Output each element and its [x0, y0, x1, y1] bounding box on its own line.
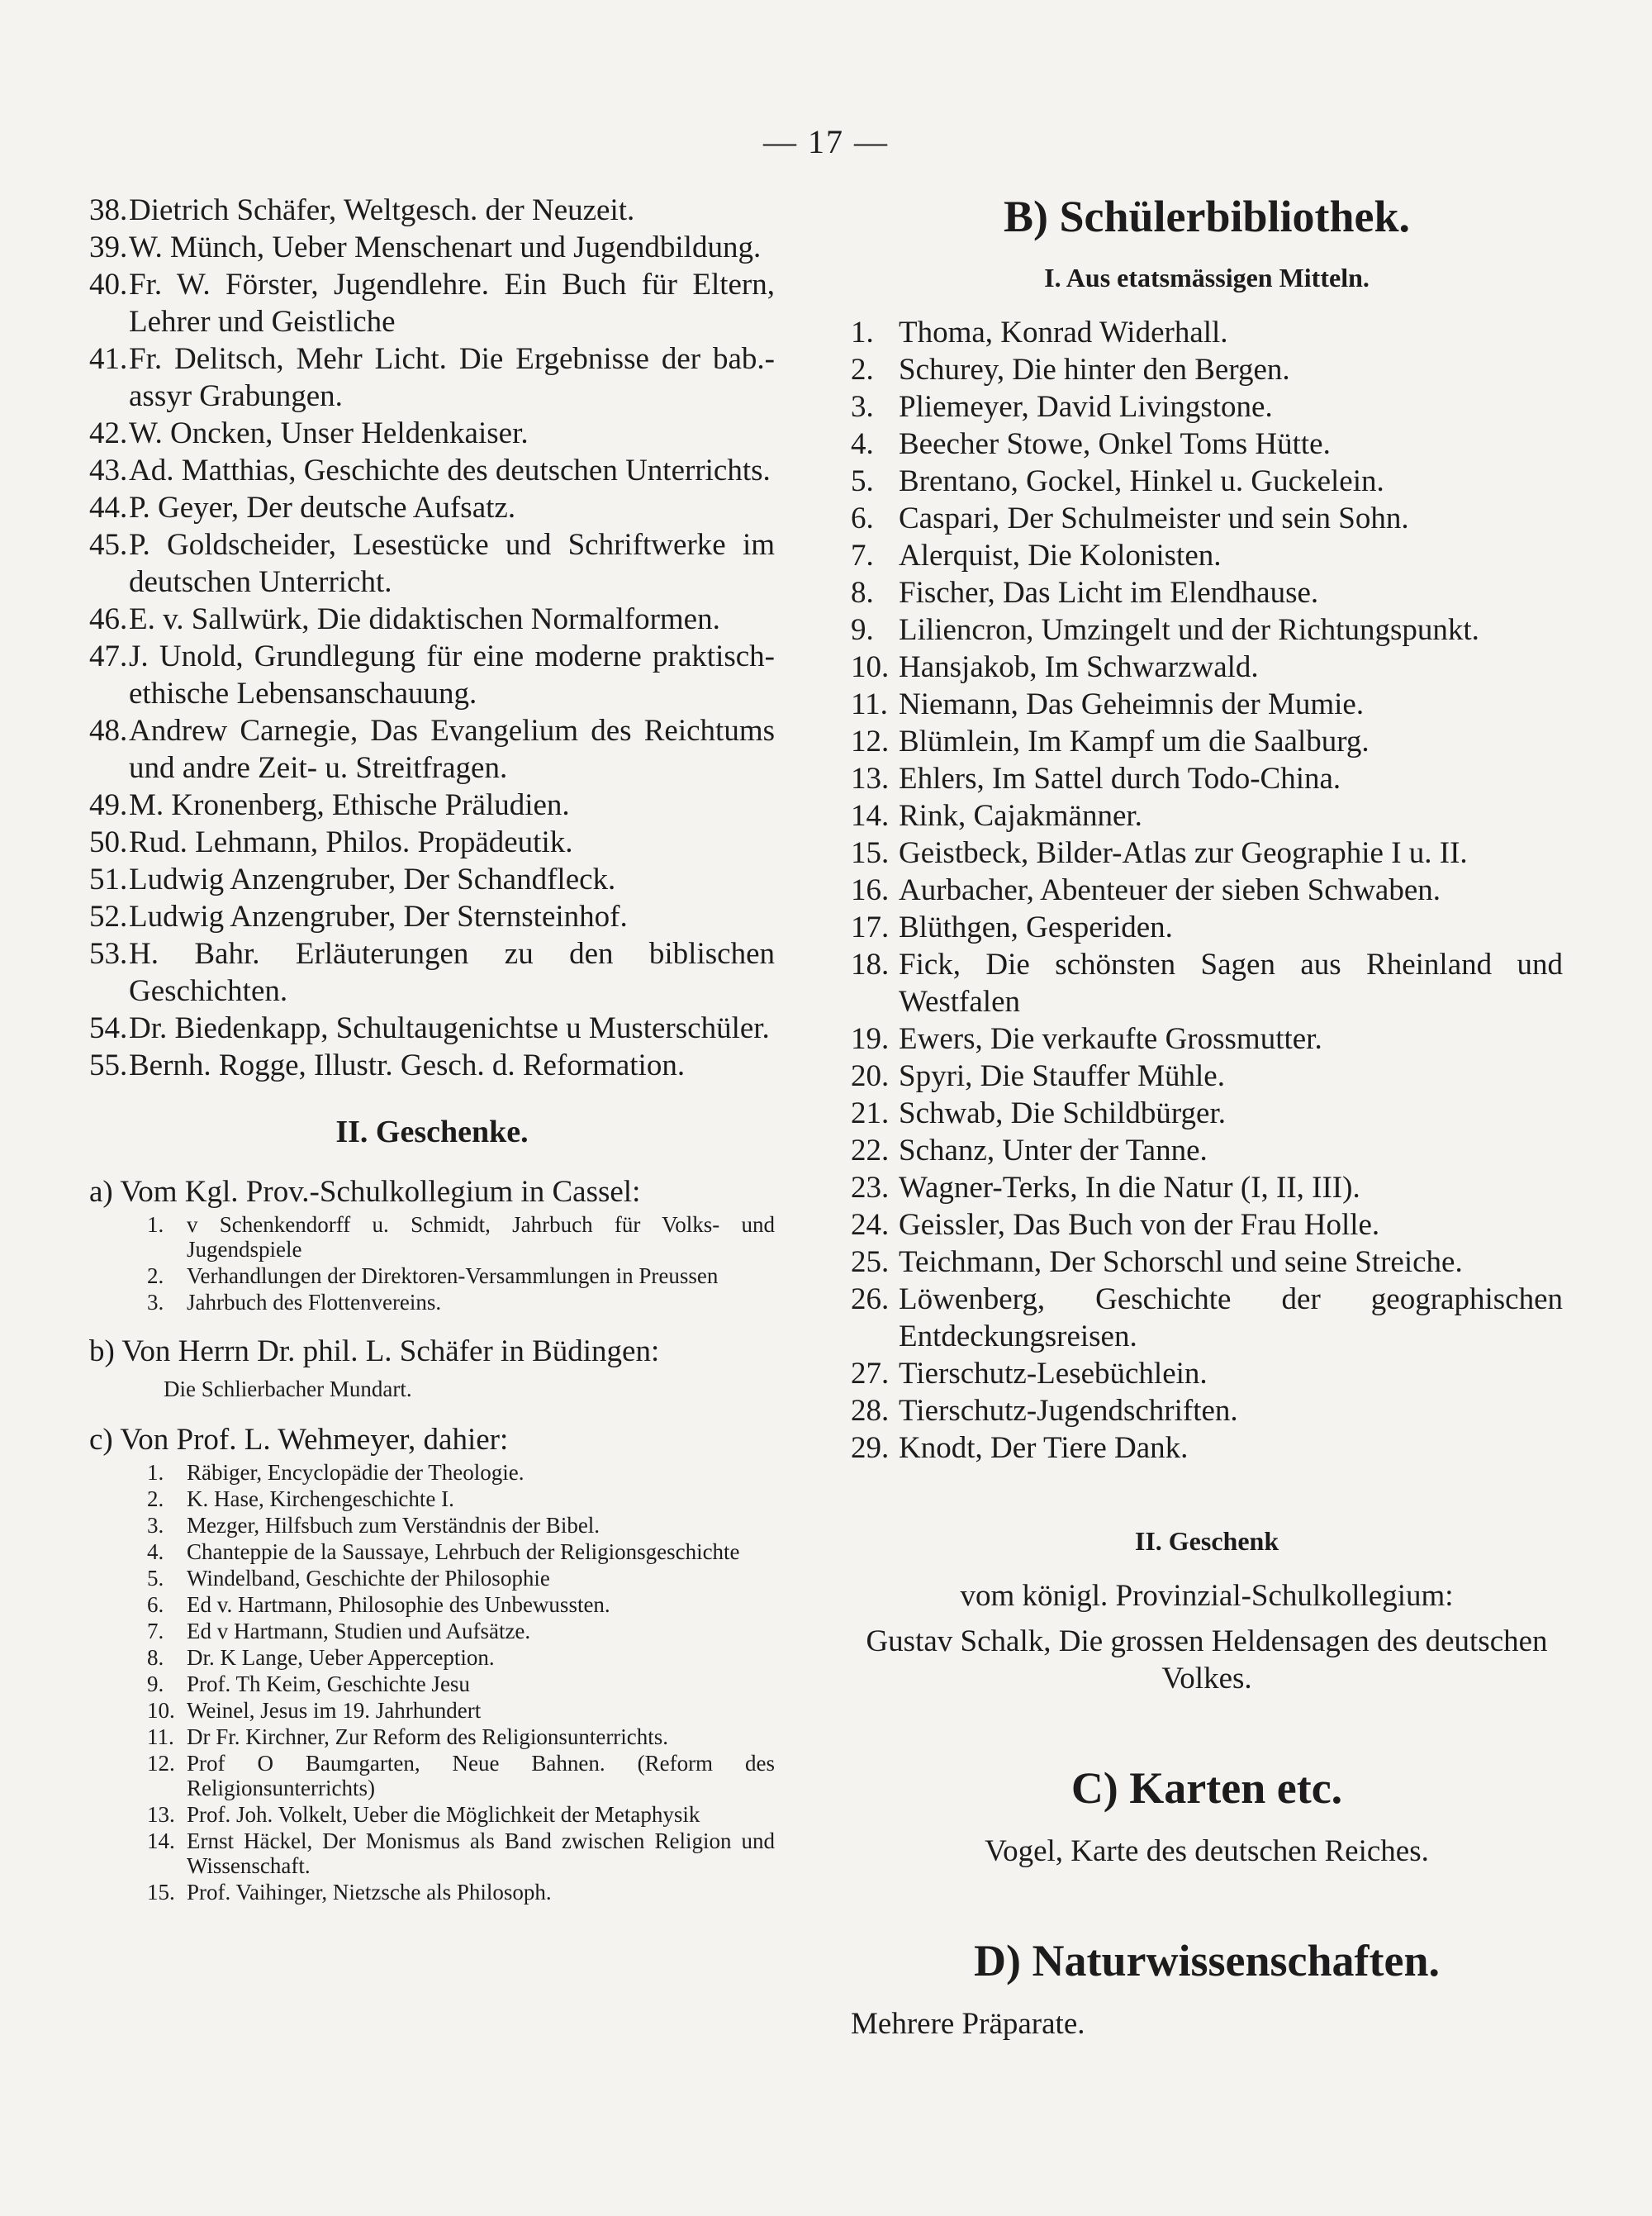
library-entry-text: Löwenberg, Geschichte der geographischen Entdeckungsreisen. — [899, 1282, 1563, 1353]
gift-item — [89, 1592, 775, 1617]
gift-item — [89, 1486, 775, 1511]
gift-item-number: 7. — [147, 1619, 164, 1643]
gift-item-text: Prof. Th Keim, Geschichte Jesu — [187, 1672, 470, 1696]
donor-b — [89, 1333, 775, 1403]
library-entry-number: 25. — [851, 1245, 890, 1279]
section-d-text: Mehrere Präparate. — [851, 2007, 1085, 2041]
library-entry-number: 4. — [851, 427, 874, 461]
book-entry-text: Andrew Carnegie, Das Evangelium des Reichtums und andre Zeit- u. Streitfragen. — [129, 714, 775, 785]
gift-item-number: 2. — [147, 1486, 164, 1511]
gift-item — [89, 1212, 775, 1262]
book-entry-number: 49. — [89, 788, 128, 822]
gift-item — [89, 1672, 775, 1696]
book-entry-number: 39. — [89, 231, 128, 264]
gift-item — [89, 1724, 775, 1749]
donor-c-items — [89, 1460, 775, 1905]
left-column — [89, 192, 775, 1906]
library-entry-text: Knodt, Der Tiere Dank. — [899, 1431, 1189, 1465]
library-entry-number: 20. — [851, 1059, 890, 1093]
geschenk-from: vom königl. Provinzial-Schulkollegium: — [960, 1579, 1454, 1613]
gift-item-text: Prof. Vaihinger, Nietzsche als Philosoph. — [187, 1880, 552, 1905]
gift-item-number: 2. — [147, 1263, 164, 1288]
library-entry-text: Caspari, Der Schulmeister und sein Sohn. — [899, 502, 1409, 535]
geschenke-heading: II. Geschenke. — [335, 1115, 529, 1149]
book-entry-text: Rud. Lehmann, Philos. Propädeutik. — [129, 825, 573, 859]
library-entry-text: Ewers, Die verkaufte Grossmutter. — [899, 1022, 1322, 1056]
book-entry-text: Dr. Biedenkapp, Schultaugenichtse u Musterschüler. — [129, 1011, 770, 1045]
library-entry — [851, 1429, 1563, 1467]
book-entry-number: 40. — [89, 268, 128, 302]
library-entry — [851, 537, 1563, 574]
library-entry-text: Beecher Stowe, Onkel Toms Hütte. — [899, 427, 1331, 461]
gift-item-number: 13. — [147, 1802, 175, 1827]
library-entry-text: Fischer, Das Licht im Elendhause. — [899, 576, 1319, 610]
book-entry — [89, 415, 775, 452]
library-entry-number: 12. — [851, 725, 890, 758]
library-entry-number: 29. — [851, 1431, 890, 1465]
geschenk-text: Gustav Schalk, Die grossen Heldensagen des deutschen Volkes. — [866, 1624, 1548, 1695]
book-entry-number: 47. — [89, 640, 128, 673]
book-entry-text: H. Bahr. Erläuterungen zu den biblischen Geschichten. — [129, 937, 775, 1008]
library-entry-number: 21. — [851, 1096, 890, 1130]
book-list-continued — [89, 192, 775, 1084]
library-entry-text: Liliencron, Umzingelt und der Richtungspunkt. — [899, 613, 1479, 647]
library-entry-number: 28. — [851, 1394, 890, 1428]
library-entry-text: Brentano, Gockel, Hinkel u. Guckelein. — [899, 464, 1384, 498]
library-entry-number: 15. — [851, 836, 890, 870]
library-entry-text: Spyri, Die Stauffer Mühle. — [899, 1059, 1225, 1093]
library-entry-text: Hansjakob, Im Schwarzwald. — [899, 650, 1259, 684]
book-entry — [89, 861, 775, 898]
library-entry-text: Thoma, Konrad Widerhall. — [899, 316, 1228, 350]
library-entry-number: 5. — [851, 464, 874, 498]
section-c-title: C) Karten etc. — [1070, 1763, 1343, 1813]
book-entry-text: P. Geyer, Der deutsche Aufsatz. — [129, 491, 516, 525]
section-d-title: D) Naturwissenschaften. — [974, 1936, 1440, 1985]
gift-item-number: 5. — [147, 1566, 164, 1591]
library-entry — [851, 649, 1563, 686]
book-entry-number: 46. — [89, 602, 128, 636]
library-entry — [851, 1132, 1563, 1169]
library-entry — [851, 872, 1563, 909]
library-entry-number: 11. — [851, 687, 888, 721]
library-entry — [851, 760, 1563, 797]
library-entry-number: 8. — [851, 576, 874, 610]
library-entry-text: Blüthgen, Gesperiden. — [899, 911, 1173, 944]
book-entry-text: Dietrich Schäfer, Weltgesch. der Neuzeit. — [129, 193, 635, 227]
gift-item — [89, 1802, 775, 1827]
gift-item-text: Verhandlungen der Direktoren-Versammlungen in Preussen — [187, 1263, 719, 1288]
library-entry-number: 23. — [851, 1171, 890, 1205]
library-entry-number: 16. — [851, 873, 890, 907]
book-entry — [89, 638, 775, 712]
gift-item-number: 8. — [147, 1645, 164, 1670]
book-entry — [89, 229, 775, 266]
gift-item — [89, 1460, 775, 1485]
book-entry-text: W. Münch, Ueber Menschenart und Jugendbildung. — [129, 231, 762, 264]
library-entry — [851, 909, 1563, 946]
book-entry-text: J. Unold, Grundlegung für eine moderne praktisch-ethische Lebensanschauung. — [129, 640, 775, 711]
right-column — [851, 192, 1563, 2042]
library-entry-number: 13. — [851, 762, 890, 796]
gift-item-number: 11. — [147, 1724, 174, 1749]
book-entry — [89, 340, 775, 415]
page-number: — 17 — — [763, 123, 889, 160]
donor-b-label: b) Von Herrn Dr. phil. L. Schäfer in Büdingen: — [89, 1334, 660, 1368]
library-entry-text: Geistbeck, Bilder-Atlas zur Geographie I u. II. — [899, 836, 1468, 870]
book-entry-number: 53. — [89, 937, 128, 971]
library-entry-text: Tierschutz-Lesebüchlein. — [899, 1357, 1208, 1391]
library-entry — [851, 500, 1563, 537]
book-entry — [89, 601, 775, 638]
library-entry-text: Ehlers, Im Sattel durch Todo-China. — [899, 762, 1341, 796]
library-entry-number: 1. — [851, 316, 874, 350]
library-entry — [851, 946, 1563, 1020]
gift-item-number: 9. — [147, 1672, 164, 1696]
library-entry-number: 10. — [851, 650, 890, 684]
book-entry — [89, 787, 775, 824]
book-entry — [89, 526, 775, 601]
book-entry-text: E. v. Sallwürk, Die didaktischen Normalformen. — [129, 602, 720, 636]
gift-item-text: Prof. Joh. Volkelt, Ueber die Möglichkeit der Metaphysik — [187, 1802, 700, 1827]
library-entry-text: Schwab, Die Schildbürger. — [899, 1096, 1226, 1130]
book-entry-text: Ludwig Anzengruber, Der Sternsteinhof. — [129, 900, 628, 934]
library-entry — [851, 574, 1563, 611]
library-entry-text: Alerquist, Die Kolonisten. — [899, 539, 1222, 573]
library-entry-number: 2. — [851, 353, 874, 387]
library-entry-number: 17. — [851, 911, 890, 944]
library-entry-text: Niemann, Das Geheimnis der Mumie. — [899, 687, 1365, 721]
gift-item-text: K. Hase, Kirchengeschichte I. — [187, 1486, 454, 1511]
gift-item-text: Chanteppie de la Saussaye, Lehrbuch der Religionsgeschichte — [187, 1539, 740, 1564]
gift-item-text: Dr. K Lange, Ueber Apperception. — [187, 1645, 495, 1670]
gift-item — [89, 1619, 775, 1643]
book-entry-number: 45. — [89, 528, 128, 562]
gift-item-number: 1. — [147, 1460, 164, 1485]
library-entry-number: 18. — [851, 948, 890, 982]
library-entry-text: Aurbacher, Abenteuer der sieben Schwaben. — [899, 873, 1441, 907]
gift-item-text: Prof O Baumgarten, Neue Bahnen. (Reform des Religionsunterrichts) — [187, 1751, 775, 1800]
book-entry — [89, 898, 775, 935]
library-entry — [851, 1095, 1563, 1132]
gift-item-number: 3. — [147, 1513, 164, 1538]
book-entry-number: 43. — [89, 454, 128, 487]
book-entry-text: Ludwig Anzengruber, Der Schandfleck. — [129, 863, 616, 896]
library-entry-text: Blümlein, Im Kampf um die Saalburg. — [899, 725, 1370, 758]
book-entry — [89, 452, 775, 489]
donor-b-text: Die Schlierbacher Mundart. — [164, 1377, 412, 1401]
gift-item-text: Weinel, Jesus im 19. Jahrhundert — [187, 1698, 482, 1723]
gift-item — [89, 1751, 775, 1800]
donor-c — [89, 1421, 775, 1905]
gift-item — [89, 1539, 775, 1564]
library-entry-number: 26. — [851, 1282, 890, 1316]
library-entry-text: Fick, Die schönsten Sagen aus Rheinland und Westfalen — [899, 948, 1563, 1019]
gift-item-number: 10. — [147, 1698, 175, 1723]
library-entry — [851, 314, 1563, 351]
library-entry — [851, 1058, 1563, 1095]
gift-item-text: Ed v. Hartmann, Philosophie des Unbewussten. — [187, 1592, 610, 1617]
library-entry-number: 22. — [851, 1134, 890, 1167]
gift-item-number: 6. — [147, 1592, 164, 1617]
gift-item-text: v Schenkendorff u. Schmidt, Jahrbuch für Volks- und Jugendspiele — [187, 1212, 775, 1262]
gift-item-text: Räbiger, Encyclopädie der Theologie. — [187, 1460, 525, 1485]
library-entry-number: 24. — [851, 1208, 890, 1242]
book-entry-number: 44. — [89, 491, 128, 525]
gift-item — [89, 1645, 775, 1670]
library-entry — [851, 835, 1563, 872]
library-entry-number: 6. — [851, 502, 874, 535]
library-entry-text: Schanz, Unter der Tanne. — [899, 1134, 1208, 1167]
library-entry — [851, 1206, 1563, 1244]
library-entry-number: 3. — [851, 390, 874, 424]
gift-item-text: Dr Fr. Kirchner, Zur Reform des Religionsunterrichts. — [187, 1724, 669, 1749]
gift-item-number: 15. — [147, 1880, 175, 1905]
book-entry-text: P. Goldscheider, Lesestücke und Schriftwerke im deutschen Unterricht. — [129, 528, 775, 599]
library-entry — [851, 351, 1563, 388]
library-entry — [851, 1244, 1563, 1281]
book-entry-number: 38. — [89, 193, 128, 227]
library-entry — [851, 1355, 1563, 1392]
gift-item-number: 1. — [147, 1212, 164, 1237]
section-b-subtitle: I. Aus etatsmässigen Mitteln. — [1044, 263, 1370, 292]
library-entry-number: 9. — [851, 613, 874, 647]
library-entry-text: Tierschutz-Jugendschriften. — [899, 1394, 1238, 1428]
book-entry-text: Fr. Delitsch, Mehr Licht. Die Ergebnisse der bab.-assyr Grabungen. — [129, 342, 775, 413]
gift-item-text: Windelband, Geschichte der Philosophie — [187, 1566, 550, 1591]
library-entry-text: Rink, Cajakmänner. — [899, 799, 1142, 833]
section-b-title: B) Schülerbibliothek. — [1003, 192, 1411, 241]
gift-item-number: 4. — [147, 1539, 164, 1564]
geschenk-heading: II. Geschenk — [1134, 1526, 1279, 1556]
gift-item — [89, 1880, 775, 1905]
library-entry — [851, 611, 1563, 649]
library-entry-number: 7. — [851, 539, 874, 573]
gift-item — [89, 1828, 775, 1878]
donor-c-label: c) Von Prof. L. Wehmeyer, dahier: — [89, 1423, 509, 1457]
library-entry-text: Geissler, Das Buch von der Frau Holle. — [899, 1208, 1380, 1242]
book-entry — [89, 935, 775, 1010]
gift-item-number: 12. — [147, 1751, 175, 1776]
gift-item-number: 3. — [147, 1290, 164, 1315]
library-entry — [851, 723, 1563, 760]
book-entry-text: Bernh. Rogge, Illustr. Gesch. d. Reformation. — [129, 1049, 686, 1082]
gift-item-text: Ed v Hartmann, Studien und Aufsätze. — [187, 1619, 531, 1643]
donor-a — [89, 1173, 775, 1315]
book-entry — [89, 192, 775, 229]
gift-item — [89, 1513, 775, 1538]
book-entry-number: 55. — [89, 1049, 128, 1082]
book-entry — [89, 1010, 775, 1047]
library-entry — [851, 426, 1563, 463]
library-entry-number: 27. — [851, 1357, 890, 1391]
library-entry — [851, 1020, 1563, 1058]
gift-item-text: Mezger, Hilfsbuch zum Verständnis der Bibel. — [187, 1513, 601, 1538]
gift-item-text: Jahrbuch des Flottenvereins. — [187, 1290, 442, 1315]
book-entry-text: W. Oncken, Unser Heldenkaiser. — [129, 416, 529, 450]
library-entry — [851, 463, 1563, 500]
book-entry-text: Ad. Matthias, Geschichte des deutschen Unterrichts. — [129, 454, 771, 487]
library-entry — [851, 797, 1563, 835]
gift-item-text: Ernst Häckel, Der Monismus als Band zwischen Religion und Wissenschaft. — [187, 1828, 775, 1878]
book-entry-number: 41. — [89, 342, 128, 376]
gift-item — [89, 1263, 775, 1288]
library-entry-text: Wagner-Terks, In die Natur (I, II, III). — [899, 1171, 1360, 1205]
gift-item — [89, 1566, 775, 1591]
donor-a-label: a) Vom Kgl. Prov.-Schulkollegium in Cassel: — [89, 1175, 641, 1209]
book-entry — [89, 1047, 775, 1084]
gift-item — [89, 1290, 775, 1315]
book-entry-number: 48. — [89, 714, 128, 748]
library-entry-text: Schurey, Die hinter den Bergen. — [899, 353, 1290, 387]
library-entry — [851, 388, 1563, 426]
book-entry — [89, 489, 775, 526]
library-entry — [851, 1281, 1563, 1355]
library-entry — [851, 1169, 1563, 1206]
book-entry — [89, 824, 775, 861]
gift-item-number: 14. — [147, 1828, 175, 1853]
book-entry — [89, 266, 775, 340]
book-entry-number: 42. — [89, 416, 128, 450]
book-entry-text: Fr. W. Förster, Jugendlehre. Ein Buch für Eltern, Lehrer und Geistliche — [129, 268, 775, 339]
library-entry — [851, 686, 1563, 723]
library-entry-text: Teichmann, Der Schorschl und seine Streiche. — [899, 1245, 1463, 1279]
section-c-text: Vogel, Karte des deutschen Reiches. — [985, 1834, 1429, 1868]
schuelerbibliothek-list — [851, 314, 1563, 1467]
book-entry-text: M. Kronenberg, Ethische Präludien. — [129, 788, 570, 822]
book-entry-number: 51. — [89, 863, 128, 896]
book-entry-number: 50. — [89, 825, 128, 859]
library-entry-number: 19. — [851, 1022, 890, 1056]
library-entry-text: Pliemeyer, David Livingstone. — [899, 390, 1273, 424]
book-entry-number: 54. — [89, 1011, 128, 1045]
library-entry-number: 14. — [851, 799, 890, 833]
book-entry — [89, 712, 775, 787]
donor-a-items — [89, 1212, 775, 1315]
gift-item — [89, 1698, 775, 1723]
book-entry-number: 52. — [89, 900, 128, 934]
library-entry — [851, 1392, 1563, 1429]
